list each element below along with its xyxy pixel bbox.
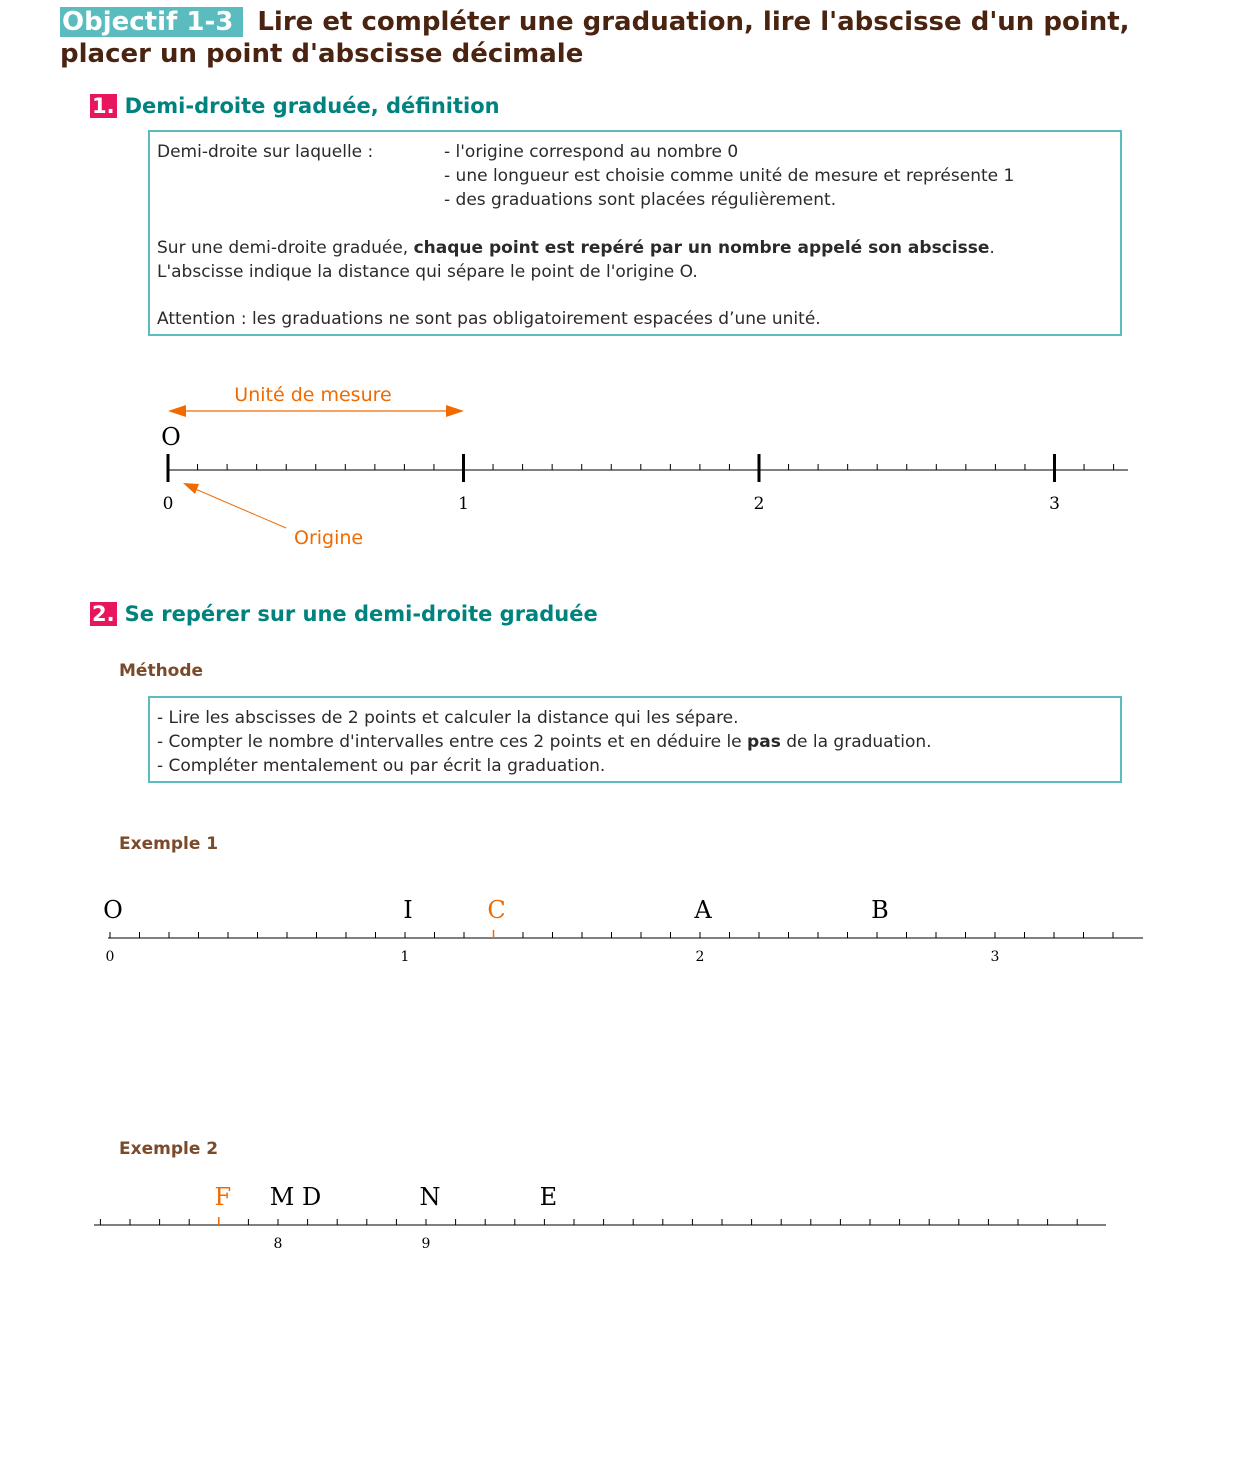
point-label-C: C — [487, 896, 506, 924]
tick-label: 2 — [695, 949, 705, 965]
page-title: Lire et compléter une graduation, lire l'abscisse d'un point, placer un point d'abscisse décimale — [60, 7, 1130, 69]
point-label-N: N — [419, 1183, 441, 1211]
text-run: - Compléter mentalement ou par écrit la graduation. — [157, 756, 606, 776]
bold-text: chaque point est repéré par un nombre appelé son abscisse — [413, 238, 990, 258]
tick-label: 3 — [990, 949, 1000, 965]
text-run: - Lire les abscisses de 2 points et calculer la distance qui les sépare. — [157, 708, 739, 728]
method-box — [148, 696, 1122, 783]
point-label-A: A — [694, 896, 712, 924]
bold-text: pas — [747, 732, 781, 752]
point-label-M: M — [269, 1183, 295, 1211]
example-1-title: Exemple 1 — [119, 834, 219, 854]
origin-label: Origine — [294, 527, 364, 549]
definition-list — [157, 140, 1120, 212]
text-run: de la graduation. — [780, 732, 932, 752]
section-1-number: 1. — [92, 94, 115, 118]
definition-item: - l'origine correspond au nombre 0 — [444, 142, 739, 162]
method-title: Méthode — [119, 661, 204, 681]
point-label-I: I — [403, 896, 413, 924]
section-2-number: 2. — [92, 602, 115, 626]
page-header — [60, 6, 1220, 70]
unit-arrow-left — [168, 405, 186, 417]
example-1-number-line — [0, 880, 1240, 980]
origin-arrow-line — [186, 485, 286, 528]
section-2-title: Se repérer sur une demi-droite graduée — [124, 602, 598, 626]
origin-arrow-head — [183, 483, 199, 494]
unit-diagram — [0, 370, 1240, 570]
text-run: - Compter le nombre d'intervalles entre ces 2 points et en déduire le — [157, 732, 748, 752]
section-1-heading — [90, 92, 500, 120]
definition-item: - des graduations sont placées régulièrement. — [444, 190, 837, 210]
tick-group — [163, 454, 1114, 514]
unit-arrow-right — [446, 405, 464, 417]
tick-label: 1 — [458, 494, 469, 514]
tick-label: 2 — [753, 494, 765, 514]
section-2-heading — [90, 600, 598, 628]
definition-box — [148, 130, 1122, 336]
method-item — [157, 730, 1120, 754]
point-label-D: D — [301, 1183, 322, 1211]
example-2-number-line — [0, 1170, 1240, 1270]
objective-badge: Objectif 1-3 — [60, 7, 243, 37]
tick-label: 9 — [421, 1236, 431, 1252]
definition-lead: Demi-droite sur laquelle : — [157, 142, 374, 162]
origin-point-label: O — [161, 423, 181, 451]
definition-item: - une longueur est choisie comme unité de mesure et représente 1 — [444, 166, 1015, 186]
tick-label: 0 — [162, 494, 174, 514]
distance-paragraph: L'abscisse indique la distance qui sépare le point de l'origine O. — [157, 262, 698, 282]
section-1-title: Demi-droite graduée, définition — [124, 94, 500, 118]
tick-label: 8 — [273, 1236, 283, 1252]
tick-label: 0 — [105, 949, 115, 965]
text-run: Sur une demi-droite graduée, — [157, 238, 414, 258]
method-item — [157, 754, 1120, 778]
method-item — [157, 706, 1120, 730]
text-run: . — [989, 238, 995, 258]
point-label-B: B — [871, 896, 889, 924]
attention-paragraph: Attention : les graduations ne sont pas obligatoirement espacées d’une unité. — [157, 309, 821, 329]
unit-label: Unité de mesure — [234, 384, 392, 406]
tick-label: 1 — [400, 949, 410, 965]
abscissa-paragraph — [157, 236, 1120, 260]
point-label-E: E — [539, 1183, 558, 1211]
point-label-O: O — [103, 896, 123, 924]
point-label-F: F — [214, 1183, 232, 1211]
example-2-title: Exemple 2 — [119, 1139, 219, 1159]
tick-label: 3 — [1049, 494, 1060, 514]
